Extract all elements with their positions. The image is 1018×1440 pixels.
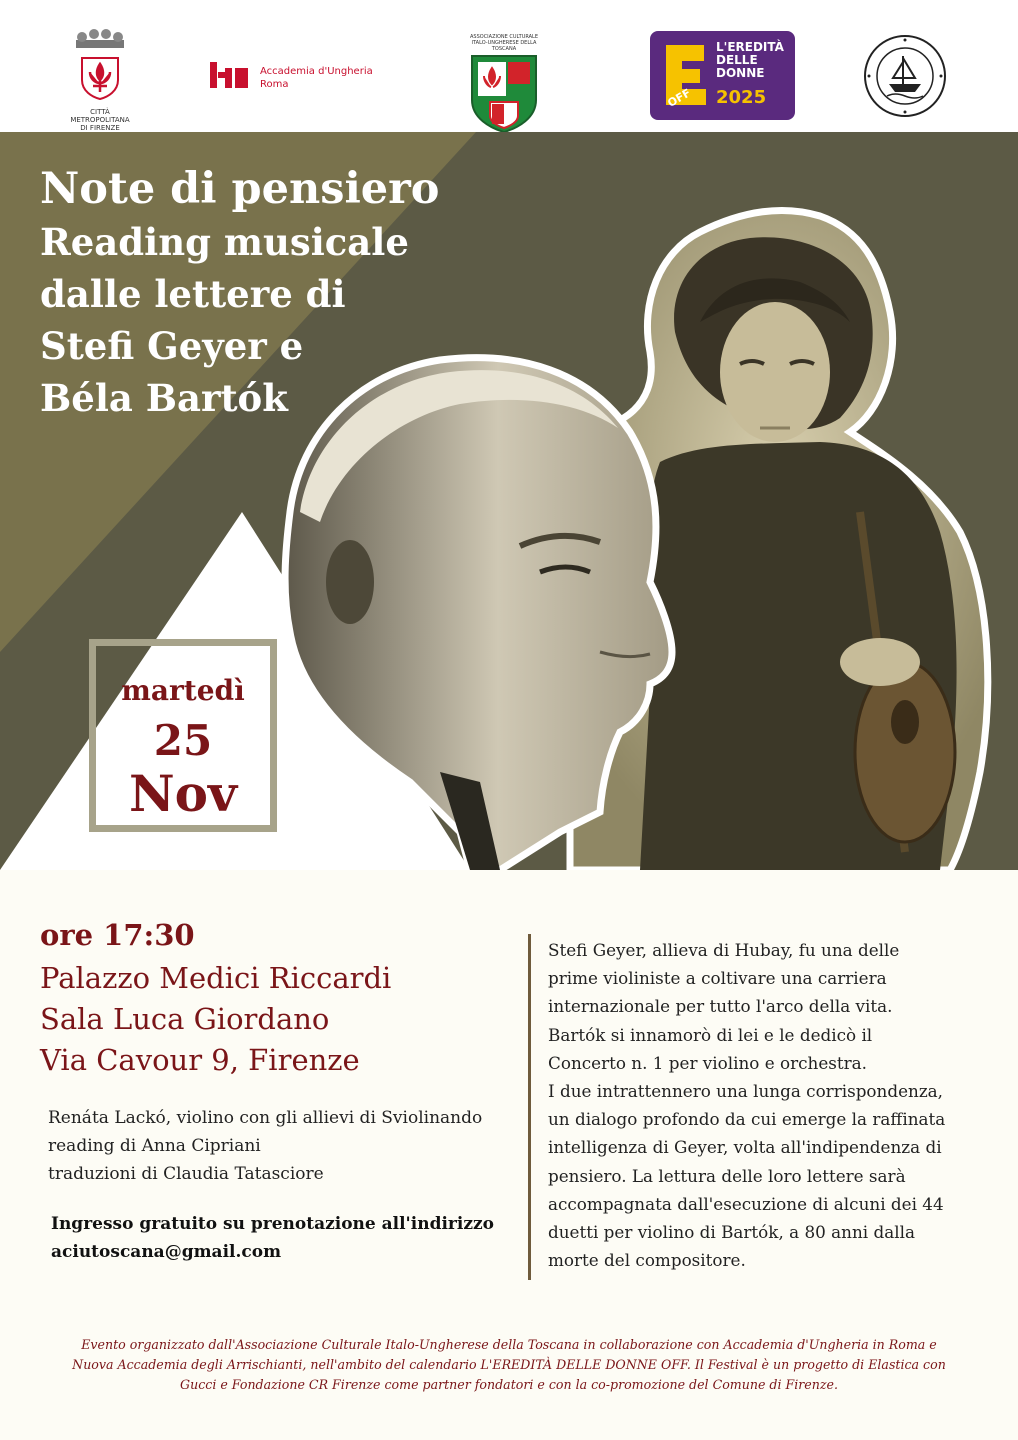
associazione-caption-line: ITALO-UNGHERESE DELLA TOSCANA <box>471 40 537 52</box>
title-main: Note di pensiero <box>40 164 440 214</box>
title-line: Reading musicale <box>40 220 409 264</box>
hero-section <box>0 132 1018 870</box>
event-time: ore 17:30 <box>40 918 195 952</box>
citta-caption <box>60 108 140 132</box>
description-line: I due intrattennero una lunga corrispondenza, <box>548 1081 944 1102</box>
date-day: 25 <box>153 716 213 765</box>
description-line: Stefi Geyer, allieva di Hubay, fu una delle <box>548 940 900 960</box>
venue-line: Sala Luca Giordano <box>40 1002 330 1036</box>
description-line: un dialogo profondo da cui emerge la raffinata <box>548 1109 946 1130</box>
florence-lily-shield-icon <box>78 56 122 100</box>
description-line: prime violiniste a coltivare una carriera <box>548 968 887 989</box>
footer-line: Gucci e Fondazione CR Firenze come partner fondatori e con la co-promozione del Comune di Firenze. <box>180 1377 838 1392</box>
title-line: Stefi Geyer e <box>40 324 304 368</box>
eredita-off-badge: OFF <box>665 86 693 110</box>
accademia-name-text: Accademia d'Ungheria <box>260 66 373 77</box>
vertical-divider <box>528 934 531 1280</box>
venue-line: Palazzo Medici Riccardi <box>40 961 392 995</box>
description-line: duetti per violino di Bartók, a 80 anni dalla <box>548 1222 915 1243</box>
accademia-ungheria-logo <box>208 58 388 94</box>
footer-line: Evento organizzato dall'Associazione Culturale Italo-Ungherese della Toscana in collaborazione con Accademia d'Ungheria in Roma e <box>81 1337 937 1352</box>
citta-metropolitana-logo <box>60 28 140 132</box>
citta-caption-line: CITTÀ METROPOLITANA <box>70 108 130 124</box>
organizer-footer <box>40 1335 978 1395</box>
eredita-line: DONNE <box>716 66 765 80</box>
eredita-delle-donne-logo <box>650 31 795 120</box>
crown-icon <box>70 28 130 50</box>
eredita-line: L'EREDITÀ <box>716 40 784 54</box>
associazione-caption-line: ASSOCIAZIONE CULTURALE <box>469 34 538 40</box>
venue-address <box>40 958 391 1081</box>
date-month: Nov <box>128 764 238 823</box>
credit-line: traduzioni di Claudia Tatasciore <box>48 1164 324 1184</box>
venue-line: Via Cavour 9, Firenze <box>40 1043 360 1077</box>
associazione-logo <box>462 34 546 130</box>
booking-info <box>51 1210 494 1266</box>
description-line: intelligenza di Geyer, volta all'indipendenza di <box>548 1137 942 1158</box>
credit-line: Renáta Lackó, violino con gli allievi di Sviolinando <box>48 1108 483 1128</box>
date-weekday: martedì <box>121 674 245 707</box>
description-line: morte del compositore. <box>548 1250 746 1271</box>
description-line: internazionale per tutto l'arco della vita. <box>548 996 893 1017</box>
ship-seal-icon <box>863 34 947 118</box>
title-line: Béla Bartók <box>40 376 288 420</box>
eredita-year: 2025 <box>716 87 767 108</box>
performer-credits <box>48 1104 482 1188</box>
citta-caption-line: DI FIRENZE <box>80 124 120 132</box>
credit-line: reading di Anna Cipriani <box>48 1136 261 1156</box>
accademia-name <box>260 65 373 91</box>
associazione-caption <box>462 34 546 52</box>
shield-flag-icon <box>470 54 538 134</box>
nuova-accademia-logo <box>863 34 947 118</box>
description-line: accompagnata dall'esecuzione di alcuni dei 44 <box>548 1193 944 1214</box>
eredita-line: DELLE <box>716 53 758 67</box>
footer-line: Nuova Accademia degli Arrischianti, nell'ambito del calendario L'EREDITÀ DELLE DONNE OFF. Il Festival è un progetto di Elastica con <box>72 1357 946 1372</box>
booking-line: Ingresso gratuito su prenotazione all'indirizzo <box>51 1214 494 1234</box>
description-line: Concerto n. 1 per violino e orchestra. <box>548 1052 867 1073</box>
accademia-ungheria-logo-icon <box>208 60 250 90</box>
event-description <box>548 936 998 1274</box>
accademia-city-text: Roma <box>260 79 289 90</box>
description-line: pensiero. La lettura delle loro lettere sarà <box>548 1165 906 1186</box>
eredita-e-mark-icon <box>660 41 710 111</box>
title-line: dalle lettere di <box>40 272 346 316</box>
date-box <box>89 639 277 832</box>
logo-bar <box>0 0 1018 132</box>
description-line: Bartók si innamorò di lei e le dedicò il <box>548 1024 873 1045</box>
booking-email-link[interactable]: aciutoscana@gmail.com <box>51 1242 282 1262</box>
